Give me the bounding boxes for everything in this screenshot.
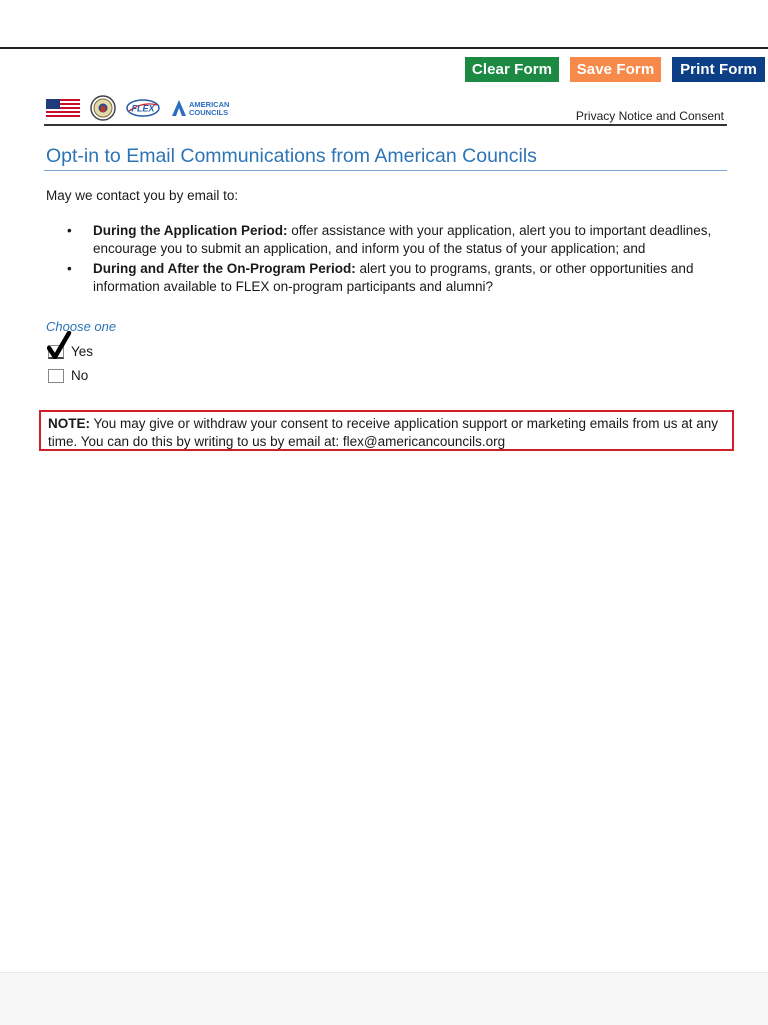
- option-yes[interactable]: [48, 344, 93, 359]
- yes-checkbox[interactable]: [48, 345, 64, 359]
- bullet-icon: •: [67, 223, 72, 238]
- header-logos: [46, 95, 242, 121]
- no-checkbox[interactable]: [48, 369, 64, 383]
- list-item-heading: During the Application Period:: [93, 223, 288, 238]
- choose-one-label: Choose one: [46, 319, 117, 334]
- list-item: [46, 222, 731, 258]
- save-form-button[interactable]: Save Form: [570, 57, 661, 82]
- note-text: You may give or withdraw your consent to receive application support or marketing emails from us at any time. You can do this by writing to us by email at: flex@americancouncils.org: [48, 416, 719, 449]
- list-item-text: alert you to programs, grants, or other opportunities and information available to FLEX on-program participants and alumni?: [93, 261, 694, 294]
- list-item: [46, 260, 731, 296]
- checkmark-icon: [47, 331, 73, 359]
- flex-logo-icon: [126, 99, 160, 117]
- american-councils-logo: [170, 98, 242, 118]
- print-form-button[interactable]: Print Form: [672, 57, 765, 82]
- flex-logo-text: FLEX: [131, 103, 155, 114]
- no-label: No: [71, 368, 89, 383]
- purpose-list: [46, 222, 731, 298]
- intro-text: May we contact you by email to:: [46, 188, 239, 203]
- list-item-text: offer assistance with your application, alert you to important deadlines, encourage you to submit an application, and inform you of the status of your application; and: [93, 223, 712, 256]
- form-toolbar: [465, 57, 765, 82]
- top-divider: [0, 47, 768, 49]
- privacy-notice-label: Privacy Notice and Consent: [575, 109, 724, 123]
- bullet-icon: •: [67, 261, 72, 276]
- title-underline: [44, 170, 727, 171]
- header-divider: [44, 124, 727, 126]
- american-councils-logo-line2: COUNCILS: [189, 108, 229, 117]
- option-no[interactable]: [48, 368, 88, 383]
- us-flag-icon: [46, 99, 80, 117]
- list-item-heading: During and After the On-Program Period:: [93, 261, 356, 276]
- page-title: Opt-in to Email Communications from American Councils: [46, 145, 537, 167]
- american-councils-logo-line1: AMERICAN: [189, 100, 230, 109]
- note-heading: NOTE:: [48, 416, 90, 431]
- yes-label: Yes: [71, 344, 94, 359]
- consent-note: [39, 410, 734, 451]
- clear-form-button[interactable]: Clear Form: [465, 57, 559, 82]
- page-footer-band: [0, 972, 768, 1025]
- state-department-seal-icon: [90, 95, 116, 121]
